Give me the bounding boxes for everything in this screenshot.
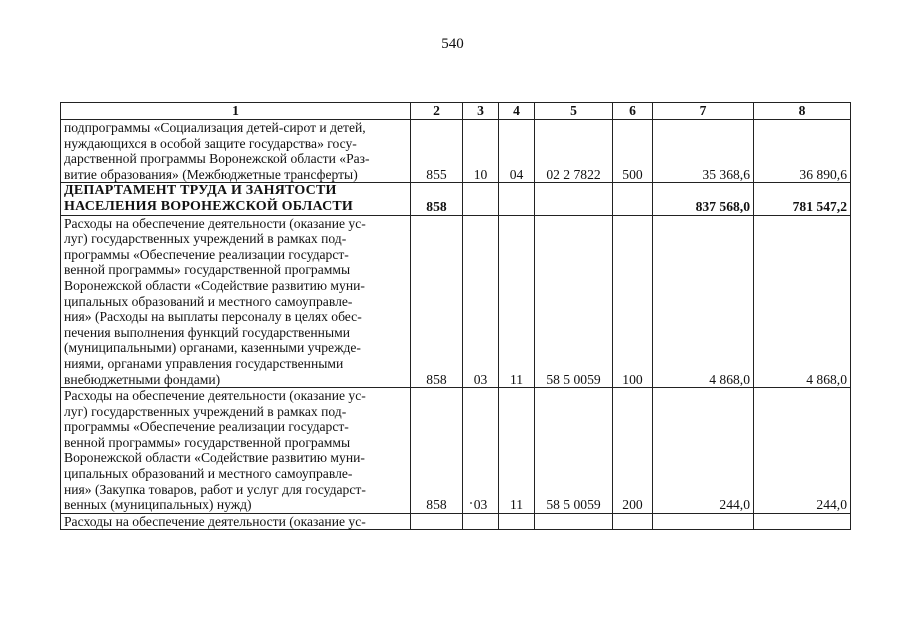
cell-amount-1 [653, 513, 754, 530]
cell-amount-1: 837 568,0 [653, 183, 754, 215]
description-line: программы «Обеспечение реализации государст- [64, 419, 349, 435]
description-line: венных (муниципальных) нужд) [64, 497, 252, 513]
description-line: Расходы на обеспечение деятельности (оказание ус- [64, 215, 366, 231]
description-line: печения выполнения функций государственными [64, 324, 350, 340]
description-line: луг) государственных учреждений в рамках под- [64, 231, 347, 247]
description-line: подпрограммы «Социализация детей-сирот и детей, [64, 120, 366, 135]
cell-target-article [535, 183, 613, 215]
cell-ministry-code: 858 [411, 183, 463, 215]
cell-subsection [499, 183, 535, 215]
table-row-department [61, 183, 851, 215]
cell-section [463, 513, 499, 530]
description-line: нуждающихся в особой защите государства» госу- [64, 135, 357, 151]
table-row [61, 513, 851, 530]
scan-speck [470, 502, 472, 504]
page-number: 540 [441, 36, 464, 52]
cell-ministry-code: 858 [411, 388, 463, 514]
cell-section [463, 183, 499, 215]
cell-section: 03 [463, 388, 499, 514]
description-line: ниями, органами управления государственными [64, 355, 344, 371]
description-line: ципальных образований и местного самоуправле- [64, 293, 353, 309]
table-row [61, 120, 851, 183]
description-line: Расходы на обеспечение деятельности (оказание ус- [64, 388, 366, 404]
description-line: внебюджетными фондами) [64, 371, 221, 387]
cell-amount-2: 4 868,0 [754, 215, 851, 388]
cell-amount-2: 781 547,2 [754, 183, 851, 215]
col-header-5: 5 [535, 103, 613, 120]
row-description [61, 183, 411, 215]
col-header-2: 2 [411, 103, 463, 120]
col-header-4: 4 [499, 103, 535, 120]
description-line: венной программы» государственной программы [64, 434, 351, 450]
cell-ministry-code: 858 [411, 215, 463, 388]
cell-amount-1: 4 868,0 [653, 215, 754, 388]
cell-section: 03 [463, 215, 499, 388]
cell-expense-type: 500 [613, 120, 653, 183]
cell-expense-type [613, 183, 653, 215]
row-description [61, 513, 411, 530]
col-header-3: 3 [463, 103, 499, 120]
description-line: ния» (Закупка товаров, работ и услуг для государст- [64, 481, 366, 497]
cell-expense-type [613, 513, 653, 530]
row-description [61, 388, 411, 514]
description-line: витие образования» (Межбюджетные трансферты) [64, 166, 358, 182]
table-row [61, 215, 851, 388]
col-header-8: 8 [754, 103, 851, 120]
cell-target-article: 02 2 7822 [535, 120, 613, 183]
description-line: венной программы» государственной программы [64, 262, 351, 278]
description-line: программы «Обеспечение реализации государст- [64, 246, 349, 262]
description-line: НАСЕЛЕНИЯ ВОРОНЕЖСКОЙ ОБЛАСТИ [64, 198, 354, 214]
row-description [61, 120, 411, 183]
table-row [61, 388, 851, 514]
cell-ministry-code [411, 513, 463, 530]
cell-ministry-code: 855 [411, 120, 463, 183]
cell-target-article [535, 513, 613, 530]
cell-section: 10 [463, 120, 499, 183]
cell-amount-2: 244,0 [754, 388, 851, 514]
col-header-6: 6 [613, 103, 653, 120]
description-line: (муниципальными) органами, казенными учрежде- [64, 340, 361, 356]
cell-amount-1: 35 368,6 [653, 120, 754, 183]
col-header-7: 7 [653, 103, 754, 120]
description-line: ния» (Расходы на выплаты персоналу в целях обес- [64, 309, 362, 325]
description-line: Расходы на обеспечение деятельности (оказание ус- [64, 513, 366, 529]
cell-subsection: 04 [499, 120, 535, 183]
cell-expense-type: 200 [613, 388, 653, 514]
description-line: Воронежской области «Содействие развитию муни- [64, 277, 365, 293]
description-line: ципальных образований и местного самоуправле- [64, 466, 353, 482]
header-row [61, 103, 851, 120]
cell-subsection: 11 [499, 215, 535, 388]
description-line: дарственной программы Воронежской области «Раз- [64, 151, 370, 167]
description-line: ДЕПАРТАМЕНТ ТРУДА И ЗАНЯТОСТИ [64, 183, 337, 199]
col-header-1: 1 [61, 103, 411, 120]
cell-expense-type: 100 [613, 215, 653, 388]
cell-subsection: 11 [499, 388, 535, 514]
row-description [61, 215, 411, 388]
cell-subsection [499, 513, 535, 530]
description-line: Воронежской области «Содействие развитию муни- [64, 450, 365, 466]
cell-amount-1: 244,0 [653, 388, 754, 514]
description-line: луг) государственных учреждений в рамках под- [64, 403, 347, 419]
budget-table [60, 102, 851, 530]
cell-target-article: 58 5 0059 [535, 215, 613, 388]
cell-amount-2: 36 890,6 [754, 120, 851, 183]
cell-target-article: 58 5 0059 [535, 388, 613, 514]
cell-amount-2 [754, 513, 851, 530]
